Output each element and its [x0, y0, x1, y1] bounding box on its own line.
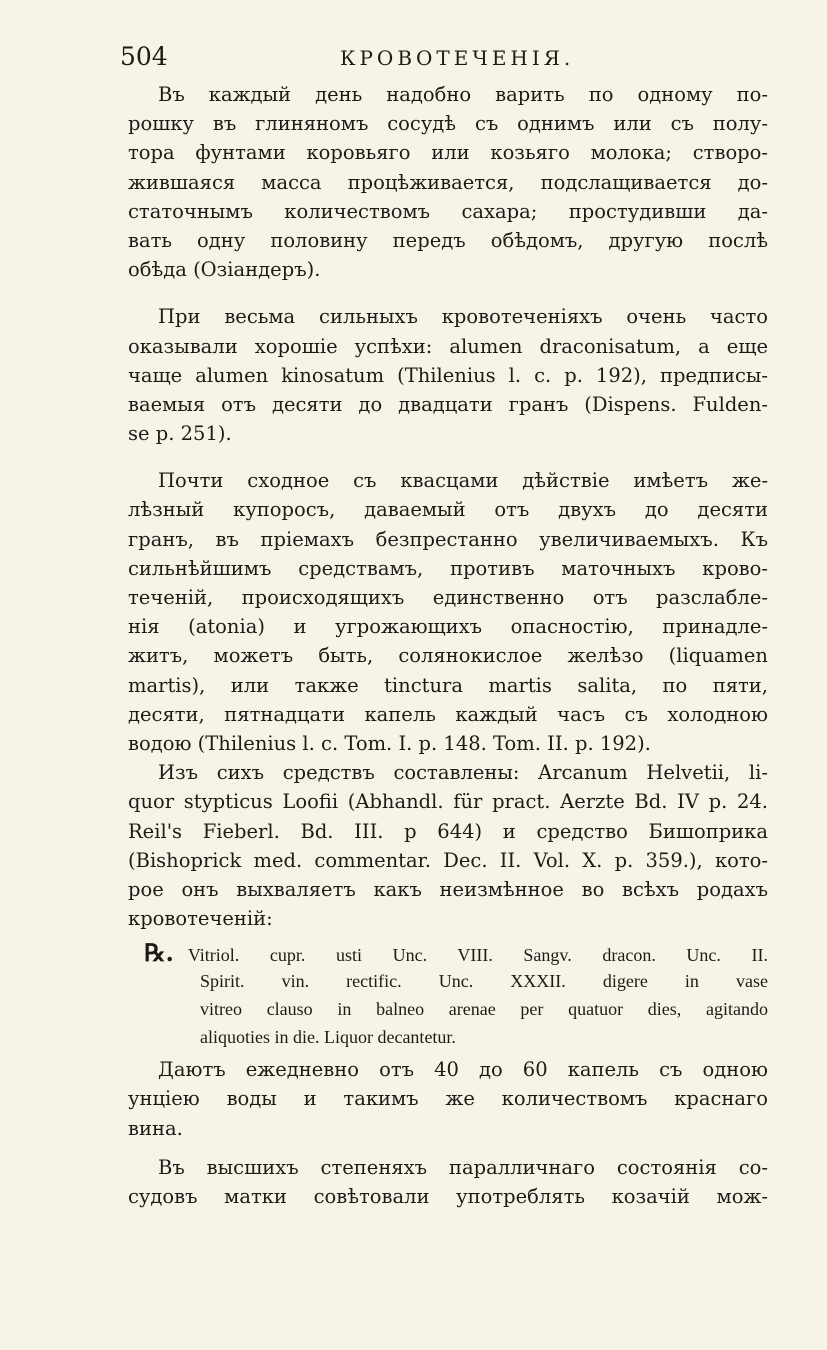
recipe-block — [128, 939, 768, 1051]
paragraph — [128, 80, 768, 284]
text-line: (Bishoprick med. commentar. Dec. II. Vol. X. p. 359.), кото- — [128, 848, 768, 872]
text-line: кровотеченій: — [128, 907, 273, 931]
text-line: Reil's Fieberl. Bd. III. p 644) и средство Бишоприка — [128, 819, 768, 843]
page-body — [128, 80, 768, 1211]
recipe-line: Spirit. vin. rectific. Unc. XXXII. digere in vase — [200, 971, 768, 992]
text-line: житъ, можетъ быть, солянокислое желѣзо (liquamen — [128, 644, 768, 668]
text-line: ваемыя отъ десяти до двадцати гранъ (Dispens. Fulden- — [128, 392, 768, 416]
text-line: лѣзный купоросъ, даваемый отъ двухъ до десяти — [128, 498, 768, 522]
recipe-text: Vitriol. cupr. usti Unc. VIII. Sangv. dracon. Unc. II. — [187, 945, 768, 966]
paragraph — [128, 466, 768, 758]
text-line: martis), или также tinctura martis salita, по пяти, — [128, 673, 768, 697]
text-line: жившаяся масса процѣживается, подслащивается до- — [128, 170, 768, 194]
text-line: вина. — [128, 1116, 183, 1140]
text-line: унціею воды и такимъ же количествомъ краснаго — [128, 1087, 768, 1111]
text-line: водою (Thilenius l. c. Tom. I. p. 148. Tom. II. p. 192). — [128, 731, 651, 755]
text-line: статочнымъ количествомъ сахара; простудивши да- — [128, 199, 768, 223]
page-number: 504 — [120, 42, 168, 71]
text-line: рошку въ глиняномъ сосудѣ съ однимъ или съ полу- — [128, 112, 768, 136]
text-line: Изъ сихъ средствъ составлены: Arcanum Helvetii, li- — [158, 761, 768, 785]
running-title: КРОВОТЕЧЕНІЯ. — [340, 46, 575, 70]
text-line: десяти, пятнадцати капель каждый часъ съ холодною — [128, 702, 768, 726]
paragraph — [128, 758, 768, 933]
text-line: Въ каждый день надобно варить по одному по- — [158, 83, 768, 106]
recipe-sign: ℞. — [144, 939, 174, 968]
text-line: Почти сходное съ квасцами дѣйствіе имѣетъ же- — [158, 469, 768, 493]
text-line: гранъ, въ пріемахъ безпрестанно увеличиваемыхъ. Къ — [128, 527, 768, 551]
recipe-line — [144, 939, 768, 967]
text-line: При весьма сильныхъ кровотеченіяхъ очень часто — [158, 305, 768, 329]
page-header — [120, 40, 770, 80]
text-line: se p. 251). — [128, 422, 232, 446]
text-line: теченій, происходящихъ единственно отъ разслабле- — [128, 586, 768, 609]
text-line: оказывали хорошіе успѣхи: alumen draconisatum, а еще — [128, 334, 768, 358]
text-line: обѣда (Озіандеръ). — [128, 258, 321, 282]
paragraph — [128, 302, 768, 448]
text-line: Даютъ ежедневно отъ 40 до 60 капель съ одною — [158, 1058, 768, 1082]
text-line: чаще alumen kinosatum (Thilenius l. c. p. 192), предписы- — [128, 363, 768, 387]
recipe-line: aliquoties in die. Liquor decantetur. — [200, 1027, 456, 1048]
text-line: судовъ матки совѣтовали употреблять козачій мож- — [128, 1185, 768, 1208]
paragraph — [128, 1153, 768, 1211]
text-line: сильнѣйшимъ средствамъ, противъ маточныхъ крово- — [128, 556, 768, 580]
text-line: Въ высшихъ степеняхъ паралличнаго состоянія со- — [158, 1155, 768, 1179]
paragraph — [128, 1055, 768, 1143]
text-line: quor stypticus Loofii (Abhandl. für pract. Aerzte Bd. IV p. 24. — [128, 790, 768, 814]
text-line: рое онъ выхваляетъ какъ неизмѣнное во всѣхъ родахъ — [128, 877, 768, 901]
text-line: тора фунтами коровьяго или козьяго молока; створо- — [128, 141, 768, 165]
recipe-line: vitreo clauso in balneo arenae per quatuor dies, agitando — [200, 999, 768, 1020]
text-line: нія (atonia) и угрожающихъ опасностію, принадле- — [128, 615, 768, 639]
text-line: вать одну половину передъ обѣдомъ, другую послѣ — [128, 228, 768, 252]
